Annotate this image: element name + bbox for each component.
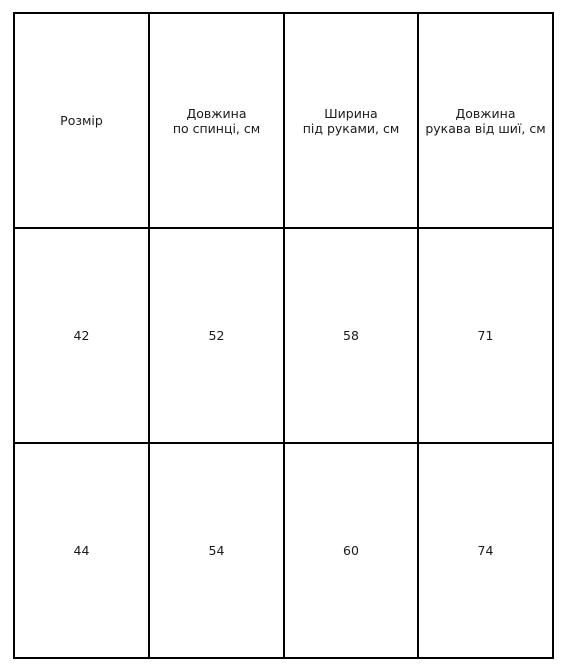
header-cell-sleeve-length	[418, 13, 553, 228]
header-sleeve-length-line2: рукава від шиї, см	[425, 120, 546, 136]
header-back-length-line2: по спинці, см	[172, 120, 261, 136]
table-cell: 54	[149, 443, 284, 658]
table-cell: 74	[418, 443, 553, 658]
header-sleeve-length-line1: Довжина	[455, 105, 516, 121]
header-width-line1: Ширина	[324, 105, 378, 121]
table-cell: 60	[284, 443, 418, 658]
header-width-line2: під руками, см	[302, 120, 400, 136]
table-cell: 42	[14, 228, 149, 443]
header-cell-size	[14, 13, 149, 228]
size-chart-table	[13, 12, 554, 659]
header-back-length-line1: Довжина	[186, 105, 247, 121]
table-row	[14, 228, 553, 443]
header-cell-width	[284, 13, 418, 228]
header-row	[14, 13, 553, 228]
table-cell: 58	[284, 228, 418, 443]
table-cell: 52	[149, 228, 284, 443]
header-size-label: Розмір	[60, 113, 103, 128]
table-cell: 44	[14, 443, 149, 658]
table-row	[14, 443, 553, 658]
table-cell: 71	[418, 228, 553, 443]
header-cell-back-length	[149, 13, 284, 228]
